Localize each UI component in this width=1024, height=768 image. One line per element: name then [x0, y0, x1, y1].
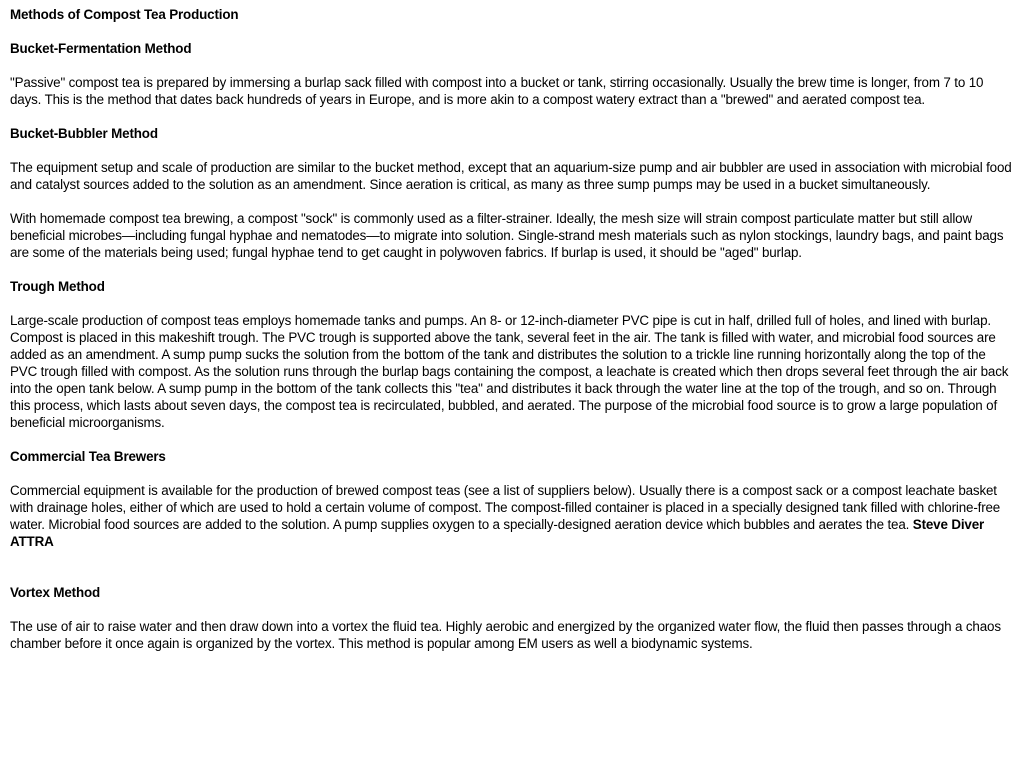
page-title: Methods of Compost Tea Production: [10, 7, 239, 22]
commercial-text: Commercial equipment is available for the production of brewed compost teas (see a list of suppliers below). Usually there is a compost sack or a compost leachate basket with drainage holes, either of which are used to hold a certain volume of compost. The compost-filled container is placed in a specially designed tank filled with chlorine-free water. Microbial food sources are added to the solution. A pump supplies oxygen to a specially-designed aeration device which bubbles and aerates the tea.: [10, 483, 1001, 532]
heading-bucket-fermentation: Bucket-Fermentation Method: [10, 41, 192, 56]
paragraph-vortex: The use of air to raise water and then draw down into a vortex the fluid tea. Highly aerobic and energized by the organized water flow, the fluid then passes through a chaos chamber before it once again is organized by the vortex. This method is popular among EM users as well a biodynamic systems.: [10, 619, 1001, 651]
document-body: [10, 6, 1014, 652]
heading-trough: Trough Method: [10, 279, 105, 294]
paragraph-bucket-bubbler-2: With homemade compost tea brewing, a compost "sock" is commonly used as a filter-strainer. Ideally, the mesh size will strain compost particulate matter but still allow beneficial microbes—including fungal hyphae and nematodes—to migrate into solution. Single-strand mesh materials such as nylon stockings, laundry bags, and paint bags are some of the materials being used; fungal hyphae tend to get caught in polywoven fabrics. If burlap is used, it should be "aged" burlap.: [10, 211, 1004, 260]
paragraph-bucket-fermentation: "Passive" compost tea is prepared by immersing a burlap sack filled with compost into a bucket or tank, stirring occasionally. Usually the brew time is longer, from 7 to 10 days. This is the method that dates back hundreds of years in Europe, and is more akin to a compost watery extract than a "brewed" and aerated compost tea.: [10, 75, 984, 107]
credit-author: Steve Diver ATTRA: [10, 517, 985, 549]
heading-vortex: Vortex Method: [10, 585, 101, 600]
heading-bucket-bubbler: Bucket-Bubbler Method: [10, 126, 158, 141]
paragraph-trough: Large-scale production of compost teas employs homemade tanks and pumps. An 8- or 12-inch-diameter PVC pipe is cut in half, drilled full of holes, and lined with burlap. Compost is placed in this makeshift trough. The PVC trough is supported above the tank, several feet in the air. The tank is filled with water, and microbial food sources are added as an amendment. A sump pump sucks the solution from the bottom of the tank and distributes the solution to a trickle line running horizontally along the top of the PVC trough filled with compost. As the solution runs through the burlap bags containing the compost, a leachate is created which then drops several feet through the air back into the open tank below. A sump pump in the bottom of the tank collects this "tea" and distributes it back through the water line at the top of the trough, and so on. Through this process, which lasts about seven days, the compost tea is recirculated, bubbled, and aerated. The purpose of the microbial food source is to grow a large population of beneficial microorganisms.: [10, 313, 1009, 430]
heading-commercial: Commercial Tea Brewers: [10, 449, 166, 464]
paragraph-commercial: [10, 482, 1014, 550]
paragraph-bucket-bubbler-1: The equipment setup and scale of production are similar to the bucket method, except that an aquarium-size pump and air bubbler are used in association with microbial food and catalyst sources added to the solution as an amendment. Since aeration is critical, as many as three sump pumps may be used in a bucket simultaneously.: [10, 160, 1012, 192]
